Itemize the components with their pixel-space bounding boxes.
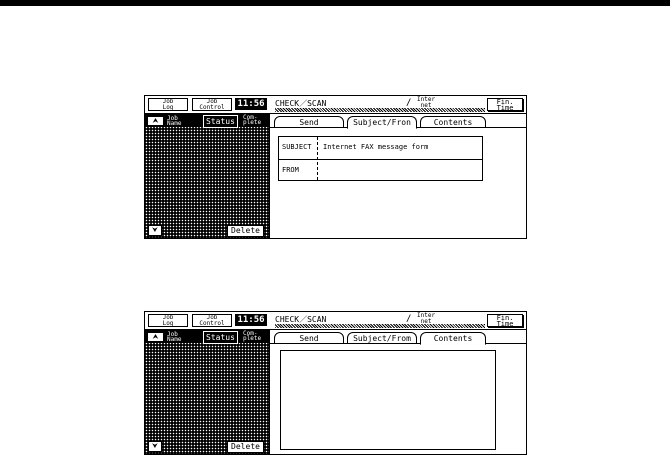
scroll-down-icon[interactable]: ⮟: [148, 225, 162, 236]
job-name-line2: Name: [167, 120, 182, 127]
panel-header: [145, 312, 526, 330]
tab-subject-from[interactable]: Subject/Fron: [347, 116, 417, 129]
job-control-label-line1: Job: [206, 314, 218, 321]
job-list-panel: [145, 330, 269, 455]
detail-panel: [269, 114, 527, 239]
job-list-panel: [145, 114, 269, 239]
scroll-down-icon[interactable]: ⮟: [148, 441, 162, 452]
complete-column[interactable]: [243, 331, 261, 341]
job-log-label-line2: Log: [162, 320, 174, 327]
clock: 11:56: [235, 98, 267, 110]
complete-line1: Com-: [243, 330, 258, 337]
progress-hatch: [275, 324, 485, 328]
internet-indicator: [417, 97, 435, 109]
tab-send[interactable]: Send: [274, 332, 344, 344]
complete-line2: plete: [243, 119, 262, 126]
status-button[interactable]: Status: [203, 331, 238, 344]
complete-line1: Com-: [243, 114, 258, 121]
slash-icon: ∕: [406, 98, 412, 108]
job-control-label-line2: Control: [199, 320, 225, 327]
clock: 11:56: [235, 314, 267, 326]
job-log-button[interactable]: [148, 98, 188, 111]
job-name-column[interactable]: [167, 332, 181, 342]
panel-screen-subject: [144, 95, 527, 239]
scroll-up-icon[interactable]: ⮝: [147, 116, 164, 126]
scroll-up-icon[interactable]: ⮝: [147, 332, 164, 342]
screen-title: CHECK／SCAN: [275, 99, 327, 108]
fin-time-label-line1: Fin.: [496, 314, 514, 322]
internet-label-line2: net: [420, 102, 432, 109]
fin-time-label-line1: Fin.: [496, 98, 514, 106]
subject-label: SUBJECT: [282, 143, 312, 151]
subject-value: Internet FAX message form: [323, 143, 429, 151]
job-log-label-line1: Job: [162, 98, 174, 105]
progress-hatch: [275, 108, 485, 112]
internet-indicator: [417, 313, 435, 325]
internet-label-line1: Inter: [417, 96, 436, 103]
fin-time-label-line2: Time: [496, 320, 514, 328]
fin-time-button[interactable]: [487, 98, 523, 111]
job-control-label-line2: Control: [199, 104, 225, 111]
job-log-button[interactable]: [148, 314, 188, 327]
tab-contents[interactable]: Contents: [420, 332, 486, 345]
contents-textarea[interactable]: [280, 350, 496, 450]
job-log-label-line2: Log: [162, 104, 174, 111]
panel-screen-contents: [144, 311, 527, 455]
screen-title: CHECK／SCAN: [275, 315, 327, 324]
job-list-header: [145, 330, 269, 343]
job-control-button[interactable]: [192, 98, 232, 111]
tab-send[interactable]: Send: [274, 116, 344, 128]
status-button[interactable]: Status: [203, 115, 238, 128]
slash-icon: ∕: [406, 314, 412, 324]
job-name-column[interactable]: [167, 116, 181, 126]
complete-line2: plete: [243, 335, 262, 342]
top-rule: [0, 0, 670, 6]
job-control-label-line1: Job: [206, 98, 218, 105]
from-label: FROM: [282, 166, 299, 174]
fin-time-label-line2: Time: [496, 104, 514, 112]
tab-subject-from[interactable]: Subject/From: [347, 332, 417, 344]
job-log-label-line1: Job: [162, 314, 174, 321]
detail-panel: [269, 330, 527, 455]
job-list-header: [145, 114, 269, 127]
internet-label-line1: Inter: [417, 312, 436, 319]
tab-contents[interactable]: Contents: [420, 116, 486, 128]
job-name-line2: Name: [167, 336, 182, 343]
job-name-line1: Job: [167, 115, 178, 122]
delete-button[interactable]: Delete: [227, 441, 264, 453]
complete-column[interactable]: [243, 115, 261, 125]
subject-from-table: [278, 136, 483, 181]
subject-row[interactable]: [279, 137, 482, 160]
fin-time-button[interactable]: [487, 314, 523, 327]
job-name-line1: Job: [167, 331, 178, 338]
delete-button[interactable]: Delete: [227, 225, 264, 237]
job-control-button[interactable]: [192, 314, 232, 327]
column-divider: [317, 137, 318, 180]
internet-label-line2: net: [420, 318, 432, 325]
panel-header: [145, 96, 526, 114]
